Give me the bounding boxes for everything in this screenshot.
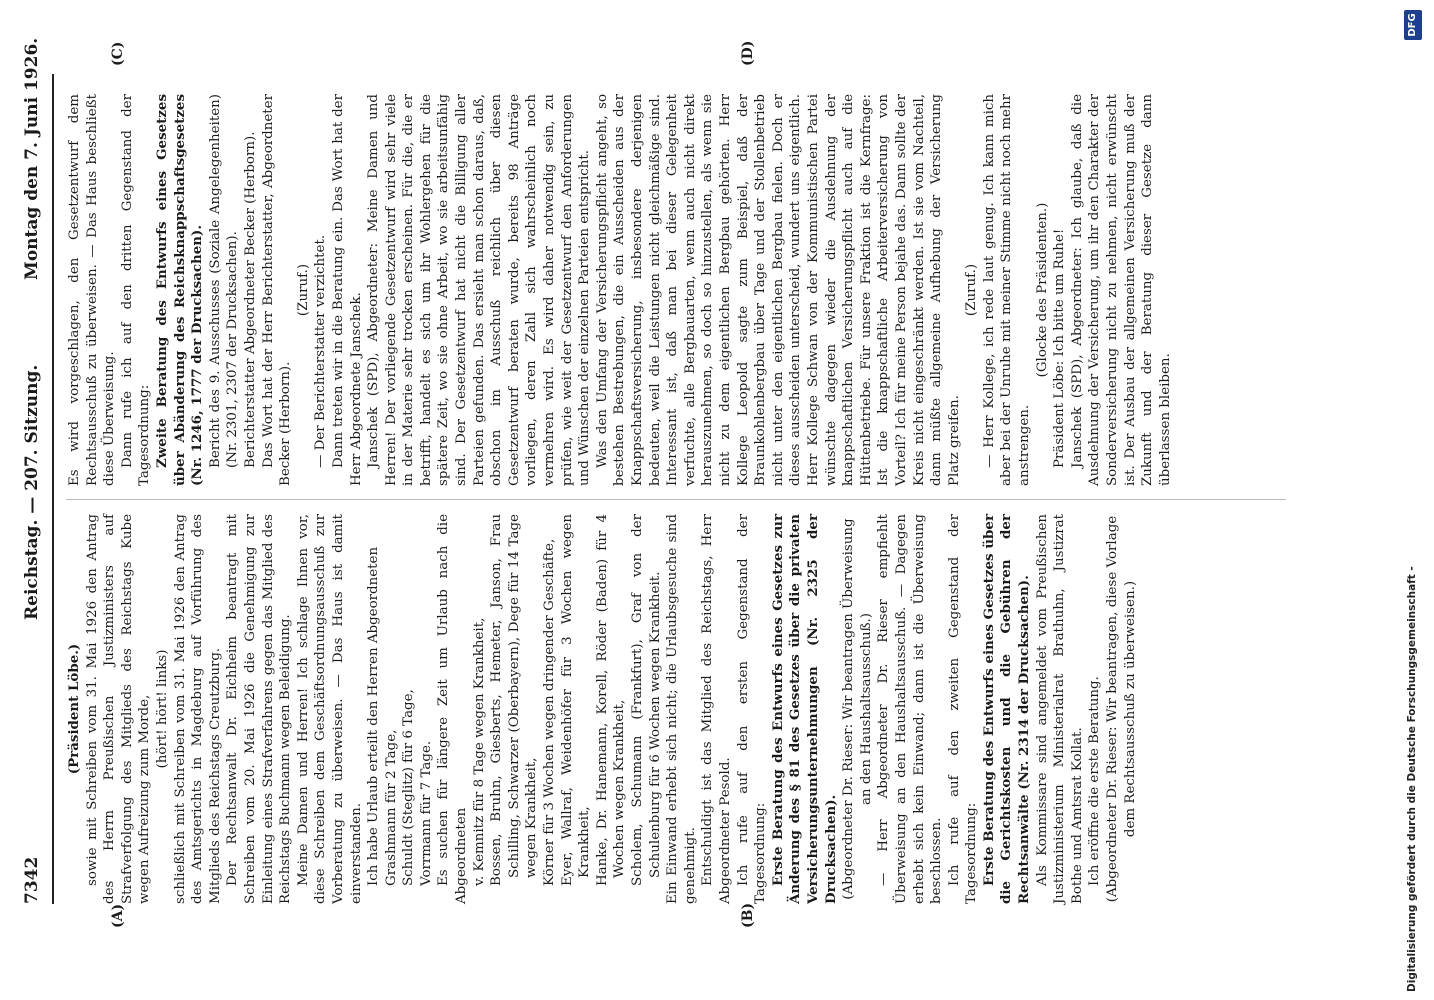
paragraph: Der Rechtsanwalt Dr. Eichheim beantragt mit Schreiben vom 20. Mai 1926 die Genehmigung zur Einleitung eines Strafverfahrens gegen das Mitglied des Reichstags Buchmann wegen Beleidigung.: [225, 514, 294, 904]
paragraph: Entschuldigt ist das Mitglied des Reichstags, Herr Abgeordneter Pesold.: [700, 514, 733, 904]
margin-mark-b: (B): [740, 902, 756, 928]
paragraph: Ich eröffne die erste Beratung.: [1087, 676, 1103, 886]
paragraph: Es suchen für längere Zeit um Urlaub nach die Abgeordneten: [436, 514, 470, 904]
paragraph: sowie mit Schreiben vom 31. Mai 1926 den Antrag des Herrn Preußischen Justizministers auf Strafverfolgung des Mitglieds des Reichstags Kube wegen Aufreizung zum Morde,: [84, 514, 153, 904]
interjection: (Zuruf.): [295, 263, 311, 317]
header-date: Montag den 7. Juni 1926.: [22, 37, 42, 280]
agenda-item: Zweite Beratung des Entwurfs eines Gesetzes über Abänderung des Reichsknappschaftsgesetzes (Nr. 1246, 1777 der Drucksachen).: [153, 94, 206, 486]
paragraph: Dann rufe ich auf den dritten Gegenstand der Tagesordnung:: [119, 94, 153, 486]
margin-mark-a: (A): [110, 903, 126, 928]
speech-paragraph: Präsident Löbe: Ich bitte um Ruhe!: [1052, 228, 1068, 468]
agenda-item: Erste Beratung des Entwurfs eines Gesetzes zur Änderung des § 81 des Gesetzes über die privaten Versicherungsunternehmungen (Nr. 2325 der Drucksachen).: [769, 514, 839, 904]
list-item: Hanke, Dr. Hanemann, Korell, Röder (Baden) für 4 Wochen wegen Krankheit,: [594, 514, 628, 886]
dfg-logo: DFG: [1404, 10, 1422, 40]
list-item: Vorrmann für 7 Tage.: [418, 740, 434, 886]
margin-mark-d: (D): [740, 40, 756, 66]
paragraph: — Herr Abgeordneter Dr. Rieser empfiehlt Überweisung an den Haushaltsausschuß. — Dagegen erhebt sich kein Einwand; dann ist die Überweisung beschlossen.: [876, 514, 945, 904]
paragraph: Ich rufe auf den ersten Gegenstand der Tagesordnung:: [735, 514, 769, 904]
paragraph: Ich rufe auf den zweiten Gegenstand der Tagesordnung:: [946, 514, 980, 904]
paragraph: schließlich mit Schreiben vom 31. Mai 1926 den Antrag des Amtsgerichts in Magdeburg auf Vorführung des Mitglieds des Reichstags Creutzburg.: [172, 514, 223, 904]
paragraph: Das Wort hat der Herr Berichterstatter, Abgeordneter Becker (Herborn).: [260, 94, 294, 486]
paragraph: Dann treten wir in die Beratung ein. Das Wort hat der Herr Abgeordnete Janschek.: [330, 94, 364, 486]
text-column-right: [66, 94, 1174, 486]
digitization-footer: [1402, 0, 1428, 1000]
list-item: Bossen, Bruhn, Giesberts, Hemeter, Janson, Frau Schilling, Schwarzer (Oberbayern), Dege für 14 Tage wegen Krankheit,: [489, 514, 540, 886]
paragraph: — Herr Kollege, ich rede laut genug. Ich kann mich aber bei der Unruhe mit meiner Stimme nicht noch mehr anstrengen.: [981, 94, 1033, 486]
text-column-left: [66, 514, 1139, 904]
list-item: v. Kemnitz für 8 Tage wegen Krankheit,: [471, 617, 487, 886]
list-item: Grashmann für 2 Tage,: [383, 729, 399, 886]
interjection: (Abgeordneter Dr. Rieser: Wir beantragen Überweisung an den Haushaltsausschuß.): [841, 518, 874, 900]
margin-mark-c: (C): [110, 41, 126, 66]
interjection: (hört! hört! links): [154, 649, 170, 769]
interjection: (Glocke des Präsidenten.): [1034, 202, 1050, 378]
paragraph: Es wird vorgeschlagen, den Gesetzentwurf dem Rechtsausschuß zu überweisen. — Das Haus beschließt diese Überweisung.: [67, 94, 118, 486]
paragraph: Meine Damen und Herren! Ich schlage Ihnen vor, diese Schreiben dem Geschäftsordnungsausschuß zur Vorberatung zu überweisen. — Das Haus ist damit einverstanden.: [295, 514, 364, 904]
header-center: Reichstag. — 207. Sitzung.: [22, 364, 42, 620]
speech-paragraph: Janschek (SPD), Abgeordneter: Ich glaube, daß die Ausdehnung der Versicherung, um ihr den Charakter der Sonderversicherung nicht zu nehmen, nicht erwünscht ist. Der Ausbau der allgemeinen Versicherung muß der Zukunft und der Beratung dieser Gesetze dann überlassen bleiben.: [1069, 94, 1173, 486]
paragraph: Als Kommissare sind angemeldet vom Preußischen Justizministerium Ministerialrat Brathuhn, Justizrat Bothe und Amtsrat Kollat.: [1034, 514, 1085, 904]
list-item: Schuldt (Steglitz) für 6 Tage,: [401, 689, 417, 886]
list-item: Körner für 3 Wochen wegen dringender Geschäfte,: [542, 538, 558, 886]
header-rule: [52, 74, 54, 904]
paragraph: Bericht des 9. Ausschusses (Soziale Angelegenheiten) (Nr. 2301, 2307 der Drucksachen).: [207, 94, 241, 468]
speaker-ref: (Präsident Löbe.): [66, 643, 82, 775]
speech-paragraph: Janschek (SPD), Abgeordneter: Meine Damen und Herren! Der vorliegende Gesetzentwurf wird sehr viele in der Materie sehr trocken erscheinen. Für die, die er betrifft, handelt es sich um ihr Wohlergehen für die spätere Zeit, wo sie ohne Arbeit, wo sie arbeitsunfähig sind. Der Gesetzentwurf hat nicht die Billigung aller Parteien gefunden. Das ersieht man schon daraus, daß, obschon im Ausschuß reichlich über diesen Gesetzentwurf beraten wurde, bereits 98 Anträge vorliegen, deren Zahl sich wahrscheinlich noch vermehren wird. Es wird daher notwendig sein, zu prüfen, wie weit der Gesetzentwurf den Anforderungen und Wünschen der einzelnen Parteien entspricht.: [366, 94, 593, 486]
paragraph: Berichterstatter Abgeordneter Becker (Herborn).: [242, 131, 258, 468]
paragraph: — Der Berichterstatter verzichtet.: [313, 234, 329, 468]
paragraph: Ich habe Urlaub erteilt den Herren Abgeordneten: [366, 546, 382, 886]
paragraph: Ein Einwand erhebt sich nicht; die Urlaubsgesuche sind genehmigt.: [665, 514, 698, 904]
page-number: 7342: [22, 856, 42, 904]
agenda-item: Erste Beratung des Entwurfs eines Gesetzes über die Gerichtskosten und die Gebühren der Rechtsanwälte (Nr. 2314 der Drucksachen).: [980, 514, 1033, 904]
interjection: (Zuruf.): [964, 263, 980, 317]
speech-paragraph: Was den Umfang der Versicherungspflicht angeht, so bestehen Bestrebungen, die ein Ausscheiden aus der Knappschaftsversicherung, insbesondere derjenigen bedeuten, weil die Leistungen nicht gleichmäßige sind. Interessant ist, daß man bei dieser Gelegenheit verfuchte, alle Bergbauarten, wenn auch nicht direkt herauszunehmen, so doch so hinzustellen, als wenn sie nicht zu dem eigentlichen Bergbau gehörten. Herr Kollege Leopold sagte zum Beispiel, daß der Braunkohlenbergbau über Tage und der Stollenbetrieb nicht unter den eigentlichen Bergbau fielen. Doch er dieses ausscheiden unterscheid, wundert uns eigentlich. Herr Kollege Schwan von der Kommunistischen Partei wünschte dagegen wieder die Ausdehnung der knappschaftlichen Versicherungspflicht auch auf die Hüttenbetriebe. Für unsere Fraktion ist die Kernfrage: Ist die knappschaftliche Arbeiterversicherung von Vorteil? Ich für meine Person bejahe das. Dann sollte der Kreis nicht eingeschränkt werden. Ist sie vom Nachteil, dann müßte allgemeine Aufhebung der Versicherung Platz greifen.: [594, 94, 962, 486]
funding-note: Digitalisierung gefördert durch die Deutsche Forschungsgemeinschaft -: [1406, 566, 1418, 992]
column-divider: [66, 499, 1286, 500]
interjection: (Abgeordneter Dr. Rieser: Wir beantragen, diese Vorlage dem Rechtsausschuß zu überweisen.): [1105, 515, 1138, 903]
list-item: Scholem, Schumann (Frankfurt), Graf von der Schulenburg für 6 Wochen wegen Krankheit.: [630, 514, 663, 886]
list-item: Eyer, Wallraf, Weidenhöfer für 3 Wochen wegen Krankheit,: [559, 514, 593, 886]
